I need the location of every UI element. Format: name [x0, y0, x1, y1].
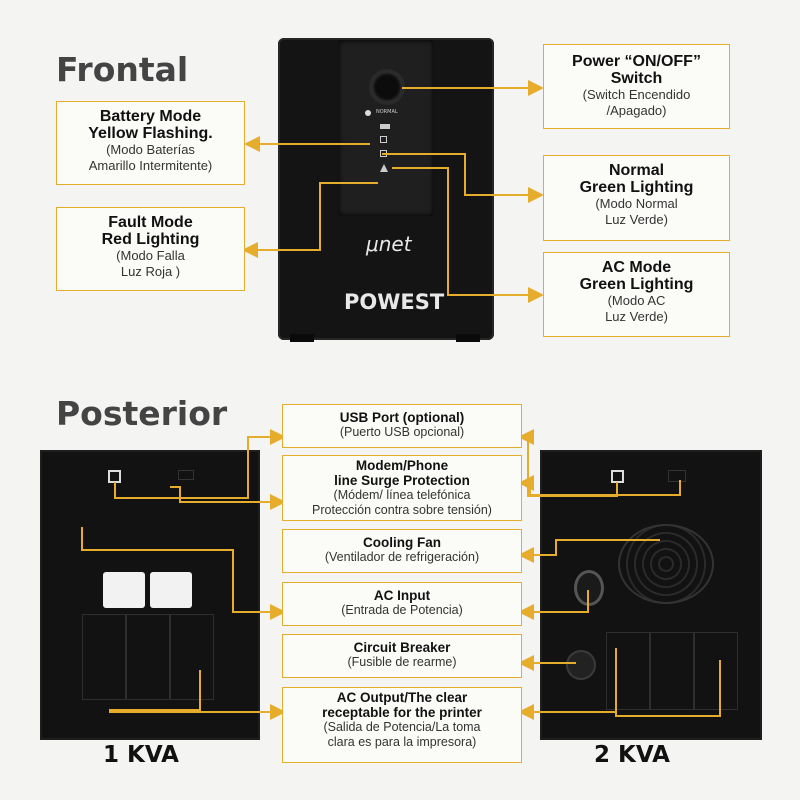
callout-subtitle: (Modo Normal Luz Verde) — [595, 196, 678, 227]
normal-led-label: NORMAL — [376, 109, 398, 115]
callout-subtitle: (Modo Falla Luz Roja ) — [116, 248, 185, 279]
callout-ac-output — [282, 687, 522, 763]
callout-subtitle: (Fusible de rearme) — [347, 655, 457, 669]
callout-ac-input — [282, 582, 522, 626]
callout-power-switch — [543, 44, 730, 129]
callout-title: Power “ON/OFF” Switch — [572, 53, 701, 87]
callout-subtitle: (Salida de Potencia/La toma clara es para la impresora) — [323, 720, 481, 749]
front-section-title: Frontal — [56, 50, 189, 89]
model-label-2kva: 2 KVA — [594, 742, 670, 768]
brand-logo: POWEST — [344, 290, 445, 314]
connector-usb-right — [522, 437, 617, 496]
callout-subtitle: (Modo AC Luz Verde) — [605, 293, 668, 324]
connector-ac-input-right — [522, 590, 588, 612]
connector-fan — [522, 540, 660, 555]
callout-title: AC Output/The clear receptable for the printer — [322, 690, 482, 720]
callout-subtitle: (Ventilador de refrigeración) — [324, 550, 480, 564]
callout-battery-mode — [56, 101, 245, 185]
callout-usb-port — [282, 404, 522, 448]
connector-fault-mode — [246, 183, 378, 250]
connector-output-right — [522, 648, 720, 716]
callout-circuit-breaker — [282, 634, 522, 678]
callout-fault-mode — [56, 207, 245, 291]
callout-title: AC Mode Green Lighting — [579, 259, 694, 293]
callout-subtitle: (Entrada de Potencia) — [341, 603, 463, 617]
callout-ac-mode — [543, 252, 730, 337]
callout-subtitle: (Switch Encendido /Apagado) — [582, 87, 691, 118]
callout-title: Fault Mode Red Lighting — [101, 214, 200, 248]
connector-normal — [382, 154, 540, 195]
callout-title: USB Port (optional) — [339, 410, 465, 425]
callout-title: Cooling Fan — [363, 535, 441, 550]
callout-subtitle: (Módem/ línea telefónica Protección contra sobre tensión) — [312, 488, 492, 517]
connector-modem-right — [522, 480, 680, 495]
connector-ac-input-left — [82, 527, 282, 612]
callout-cooling-fan — [282, 529, 522, 573]
callout-normal — [543, 155, 730, 241]
callout-subtitle: (Modo Baterías Amarillo Intermitente) — [88, 142, 213, 173]
back-section-title: Posterior — [56, 394, 228, 433]
callout-modem-surge — [282, 455, 522, 521]
connector-usb-left — [115, 437, 282, 498]
callout-title: AC Input — [373, 588, 431, 603]
model-logo: μnet — [366, 232, 412, 256]
model-label-1kva: 1 KVA — [103, 742, 179, 768]
callout-subtitle: (Puerto USB opcional) — [339, 425, 465, 439]
callout-title: Modem/Phone line Surge Protection — [334, 458, 470, 488]
connector-modem-left — [170, 487, 282, 502]
callout-title: Battery Mode Yellow Flashing. — [88, 108, 213, 142]
callout-title: Normal Green Lighting — [579, 162, 694, 196]
callout-title: Circuit Breaker — [353, 640, 451, 655]
connector-output-left — [110, 670, 282, 712]
